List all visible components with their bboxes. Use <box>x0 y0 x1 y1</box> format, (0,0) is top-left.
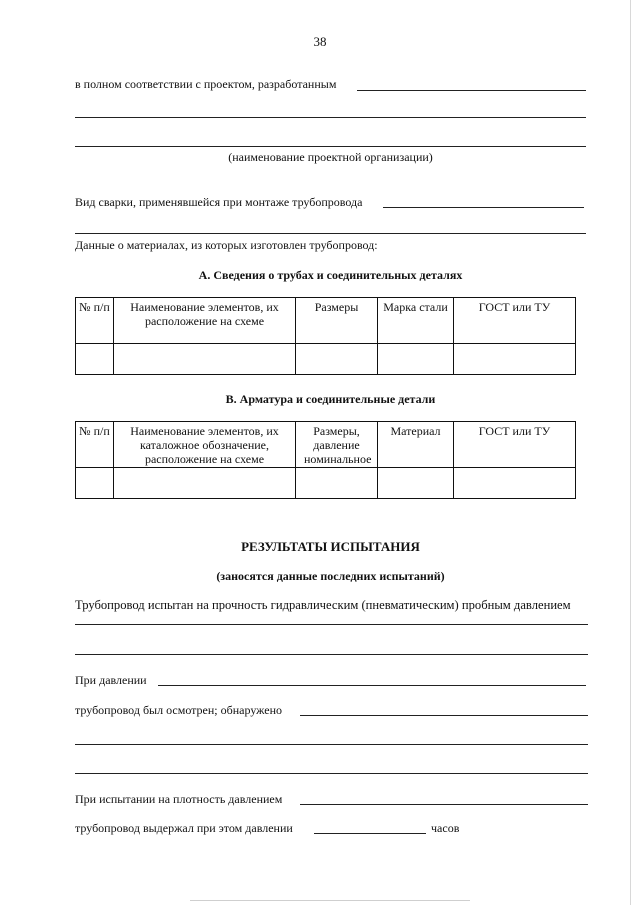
scan-edge <box>630 0 631 905</box>
scan-edge <box>190 900 470 901</box>
table-cell[interactable] <box>296 344 378 375</box>
section-b-title: В. Арматура и соединительные детали <box>225 392 436 406</box>
column-header: № п/п <box>76 298 114 344</box>
project-org-field-line-3[interactable] <box>75 146 586 147</box>
column-header: Марка стали <box>378 298 454 344</box>
materials-label: Данные о материалах, из которых изготовлен трубопровод: <box>75 238 378 252</box>
column-header: Размеры, давление номинальное <box>296 422 378 468</box>
column-header: Наименование элементов, их каталожное обозначение, расположение на схеме <box>114 422 296 468</box>
project-org-field[interactable] <box>357 90 586 91</box>
column-header: ГОСТ или ТУ <box>454 422 576 468</box>
page-number: 38 <box>313 34 327 49</box>
project-line-label: в полном соответствии с проектом, разработанным <box>75 77 337 91</box>
table-cell[interactable] <box>378 468 454 499</box>
inspection-findings-field[interactable] <box>300 715 588 716</box>
table-row <box>76 468 576 499</box>
at-pressure-field[interactable] <box>158 685 586 686</box>
strength-pressure-field-line-2[interactable] <box>75 654 588 655</box>
table-header-row <box>76 298 576 344</box>
table-cell[interactable] <box>378 344 454 375</box>
hours-field[interactable] <box>314 833 426 834</box>
org-caption: (наименование проектной организации) <box>228 150 433 164</box>
hours-label: часов <box>431 821 460 835</box>
strength-test-label: Трубопровод испытан на прочность гидравлическим (пневматическим) пробным давлением <box>75 598 571 612</box>
table-cell[interactable] <box>114 344 296 375</box>
strength-pressure-field[interactable] <box>75 624 588 625</box>
inspection-findings-field-line-2[interactable] <box>75 744 588 745</box>
held-pressure-label: трубопровод выдержал при этом давлении <box>75 821 293 835</box>
column-header: Материал <box>378 422 454 468</box>
fittings-table <box>75 421 576 499</box>
column-header: ГОСТ или ТУ <box>454 298 576 344</box>
welding-label: Вид сварки, применявшейся при монтаже трубопровода <box>75 195 363 209</box>
column-header: Наименование элементов, их расположение на схеме <box>114 298 296 344</box>
table-cell[interactable] <box>76 344 114 375</box>
project-org-field-line-2[interactable] <box>75 117 586 118</box>
table-cell[interactable] <box>76 468 114 499</box>
table-row <box>76 344 576 375</box>
welding-field[interactable] <box>383 207 584 208</box>
inspection-findings-field-line-3[interactable] <box>75 773 588 774</box>
table-cell[interactable] <box>454 468 576 499</box>
pipes-table <box>75 297 576 375</box>
inspected-label: трубопровод был осмотрен; обнаружено <box>75 703 283 717</box>
column-header: № п/п <box>76 422 114 468</box>
results-title: РЕЗУЛЬТАТЫ ИСПЫТАНИЯ <box>241 539 420 554</box>
density-pressure-field[interactable] <box>300 804 588 805</box>
density-test-label: При испытании на плотность давлением <box>75 792 283 806</box>
table-cell[interactable] <box>296 468 378 499</box>
section-a-title: А. Сведения о трубах и соединительных деталях <box>198 268 463 282</box>
table-cell[interactable] <box>114 468 296 499</box>
welding-field-line-2[interactable] <box>75 233 586 234</box>
results-subtitle: (заносятся данные последних испытаний) <box>216 569 445 583</box>
table-header-row <box>76 422 576 468</box>
at-pressure-label: При давлении <box>75 673 147 687</box>
table-cell[interactable] <box>454 344 576 375</box>
column-header: Размеры <box>296 298 378 344</box>
